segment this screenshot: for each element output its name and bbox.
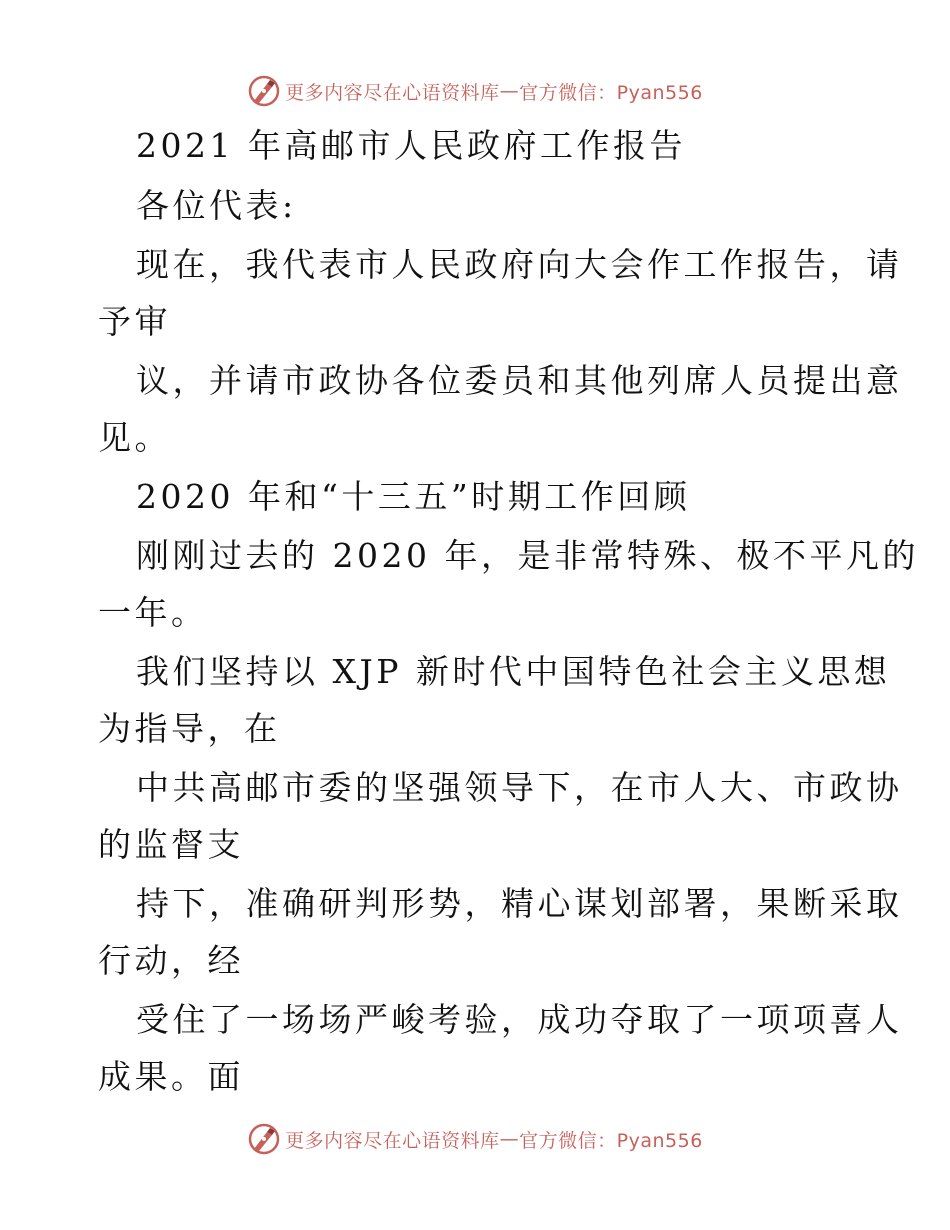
doc-section-heading: 2020 年和“十三五”时期工作回顾 <box>136 477 691 516</box>
doc-line: 中共高邮市委的坚强领导下，在市人大、市政协 <box>136 768 903 807</box>
watermark-account-text: 官方微信：Pyan556 <box>519 1129 703 1152</box>
pen-logo-icon <box>247 1122 281 1156</box>
doc-line: 成果。面 <box>98 1057 244 1096</box>
doc-line: 为指导，在 <box>98 709 281 748</box>
doc-salutation: 各位代表: <box>136 186 297 225</box>
watermark-main-text: 更多内容尽在心语资料库 <box>285 81 500 104</box>
doc-line: 现在，我代表市人民政府向大会作工作报告，请 <box>136 245 903 284</box>
doc-title: 2021 年高邮市人民政府工作报告 <box>136 126 686 165</box>
doc-line: 刚刚过去的 2020 年，是非常特殊、极不平凡的 <box>136 536 919 575</box>
doc-line: 持下，准确研判形势，精心谋划部署，果断采取 <box>136 884 903 923</box>
doc-line: 予审 <box>98 302 171 341</box>
pen-logo-icon <box>247 74 281 108</box>
doc-line: 受住了一场场严峻考验，成功夺取了一项项喜人 <box>136 1000 903 1039</box>
doc-line: 一年。 <box>98 593 208 632</box>
doc-line: 议，并请市政协各位委员和其他列席人员提出意 <box>136 361 903 400</box>
watermark-separator: — <box>499 80 520 102</box>
watermark-separator: — <box>499 1128 520 1150</box>
watermark-account-text: 官方微信：Pyan556 <box>519 81 703 104</box>
doc-line: 行动，经 <box>98 941 244 980</box>
doc-line: 我们坚持以 XJP 新时代中国特色社会主义思想 <box>136 652 891 691</box>
doc-line: 见。 <box>98 418 171 457</box>
footer-watermark <box>0 1122 950 1156</box>
header-watermark <box>0 74 950 108</box>
watermark-main-text: 更多内容尽在心语资料库 <box>285 1129 500 1152</box>
doc-line: 的监督支 <box>98 825 244 864</box>
